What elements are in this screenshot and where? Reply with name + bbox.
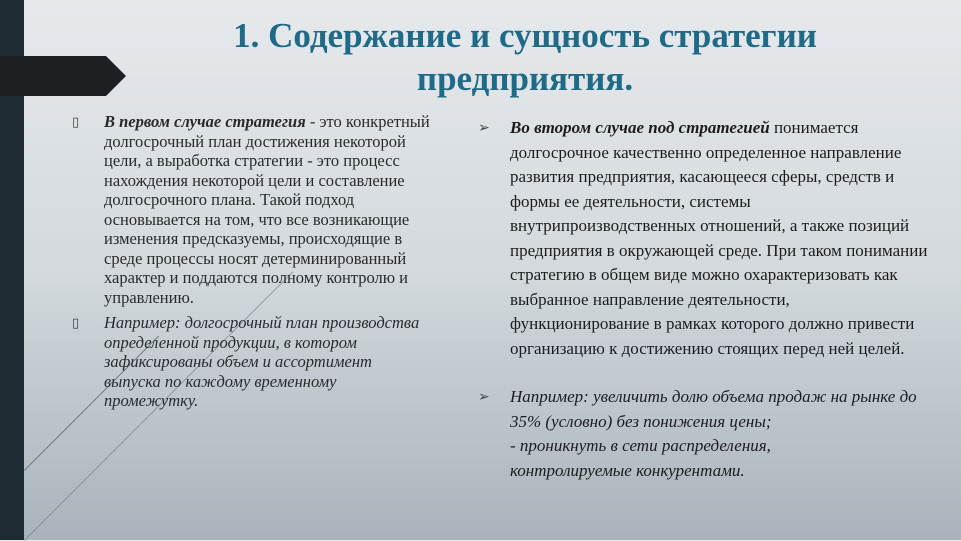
right-bullet-1-body: понимается долгосрочное качественно определенное направление развития предприятия, касающееся сферы, средств и формы ее деятельности, системы внутрипроизводственных отношений, а также позиций предприятия в окружающей среде. При таком понимании стратегию в общем виде можно охарактеризовать как выбранное направление деятельности, функционирование в рамках которого должно привести организацию к достижению стоящих перед ней целей. (510, 118, 928, 358)
right-bullet-2-line-3: контролируемые конкурентами. (510, 460, 745, 480)
arrowhead-bullet-icon: ➢ (478, 120, 490, 136)
arrowhead-bullet-icon: ➢ (478, 389, 490, 405)
right-bullet-2 (478, 385, 928, 483)
slide-title: 1. Содержание и сущность стратегии предприятия. (233, 16, 817, 98)
right-bullet-1-lead: Во втором случае под стратегией (510, 118, 770, 137)
left-bullet-2-text: Например: долгосрочный план производства определенной продукции, в котором зафиксированы объем и ассортимент выпуска по каждому временному промежутку. (104, 313, 420, 410)
right-bullet-1 (478, 116, 928, 361)
left-bullet-1 (72, 112, 432, 307)
left-bullet-2 (72, 313, 432, 411)
square-bullet-icon: ▯ (72, 316, 80, 331)
left-column (72, 112, 432, 411)
right-bullet-2-text: Например: увеличить долю объема продаж на рынке до 35% (условно) без понижения цены; (510, 387, 917, 431)
title-tab-arrow (0, 56, 126, 96)
right-bullet-2-line-2: - проникнуть в сети распределения, (510, 436, 771, 455)
square-bullet-icon: ▯ (72, 115, 80, 130)
right-column (478, 116, 928, 483)
left-bullet-1-lead: В первом случае стратегия (104, 112, 306, 131)
left-bullet-1-body: - это конкретный долгосрочный план достижения некоторой цели, а выработка стратегии - это процесс нахождения некоторой цели и составление долгосрочного плана. Такой подход основывается на том, что все возникающие изменения предсказуемы, происходящие в среде процессы носят детерминированный характер и поддаются полному контролю и управлению. (104, 112, 430, 307)
